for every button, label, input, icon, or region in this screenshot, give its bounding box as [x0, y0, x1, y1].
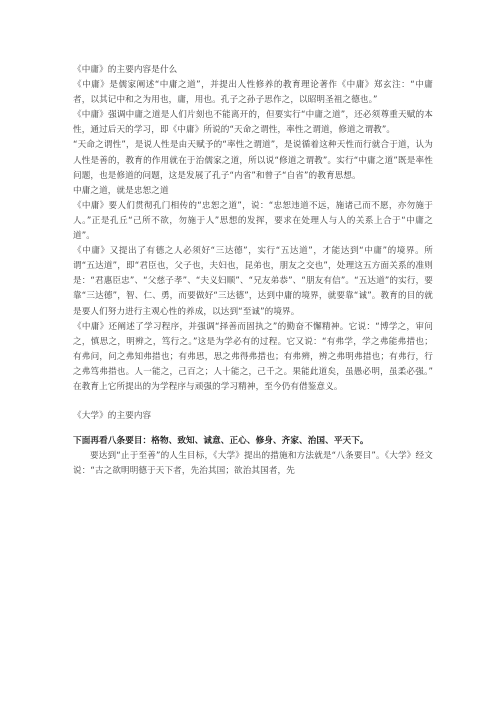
subheading-zhongshu: 中庸之道，就是忠恕之道: [73, 185, 169, 196]
bold-eight-items: 下面再看八条要目：格物、致知、诚意、正心、修身、齐家、治国、平天下。: [73, 436, 369, 447]
heading-zhongyong: 《中庸》的主要内容是什么: [73, 65, 178, 75]
paragraph-eight-items: 要达到“止于至善”的人生目标，《大学》提出的措施和方法就是“八条要目”。《大学》经文说：“古之欲明明德于天下者，先治其国；欲治其国者，先: [73, 451, 433, 477]
paragraph-study: 《中庸》还阐述了学习程序，并强调“择善而固执之”的勤奋不懈精神。它说：“博学之，审问之，慎思之，明辨之，笃行之。”这是为学必有的过程。它又说：“有弗学，学之弗能弗措也；有弗问，问之弗知弗措也；有弗思，思之弗得弗措也；有弗辨，辨之弗明弗措也；有弗行，行之弗笃弗措也。人一能之，己百之；人十能之，己千之。果能此道矣，虽愚必明，虽柔必强。” 在教育上它所提出的为学程序与顽强的学习精神，至今仍有借鉴意义。: [73, 321, 433, 392]
paragraph-tianming: “天命之谓性”，是说人性是由天赋予的“率性之谓道”，是说循着这种天性而行就合于道，认为人性是善的，教育的作用就在于治儒家之道，所以说“修道之谓教”。实行“中庸之道”既是率性问题，也是修道的问题，这是发展了孔子“内省”和曾子“自省”的教育思想。: [73, 140, 433, 181]
paragraph-zhongshu: 《中庸》要人们贯彻孔门相传的“忠恕之道”，说：“忠恕违道不远，施诸己而不愿，亦勿施于人。”正是孔丘“己所不欲，勿施于人”思想的发挥，要求在处理人与人的关系上合于“中庸之道”。: [73, 200, 433, 242]
paragraph-dade: 《中庸》又提出了有德之人必须好“三达德”，实行“五达道”，才能达到“中庸”的境界。所谓“五达道”，即“君臣也，父子也，夫妇也，昆弟也，朋友之交也”，处理这五方面关系的准则是：“君惠臣忠”、“父慈子孝”、“夫义妇顺”、“兄友弟恭”、“朋友有信”。“五达道”的实行，要靠“三达德”，智、仁、勇，而要做好“三达德”，达到中庸的境界，就要靠“诚”。教育的目的就是要人们努力进行主观心性的养成，以达到“至诚”的境界。: [73, 246, 433, 317]
paragraph-intro: 《中庸》是儒家阐述“中庸之道”，并提出人性修养的教育理论著作《中庸》郑玄注：“中庸者，以其记中和之为用也，庸，用也。孔子之孙子思作之，以昭明圣祖之德也。”: [73, 80, 433, 106]
document-body: [73, 63, 433, 479]
heading-daxue: 《大学》的主要内容: [73, 411, 152, 422]
paragraph-nature: 《中庸》强调中庸之道是人们片刻也不能离开的，但要实行“中庸之道”，还必须尊重天赋的本性，通过后天的学习，即《中庸》所说的“天命之谓性，率性之谓道，修道之谓教”。: [73, 110, 433, 136]
section-gap: [73, 395, 433, 409]
